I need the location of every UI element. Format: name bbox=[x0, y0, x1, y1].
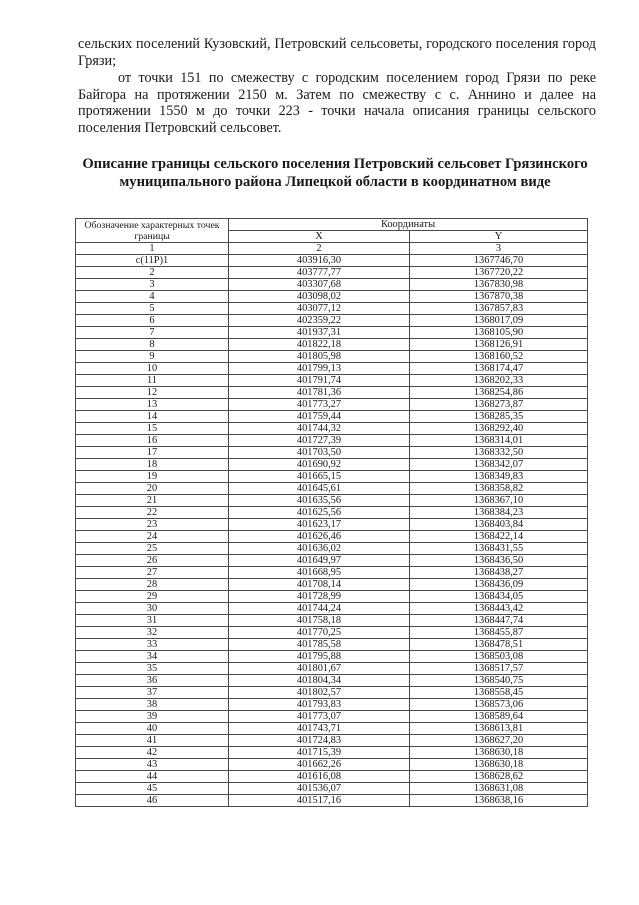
y-coordinate-cell: 1368332,50 bbox=[410, 447, 588, 459]
table-row bbox=[76, 615, 588, 627]
point-cell: 7 bbox=[76, 327, 229, 339]
table-row bbox=[76, 315, 588, 327]
table-row bbox=[76, 267, 588, 279]
table-row bbox=[76, 711, 588, 723]
table-row bbox=[76, 327, 588, 339]
point-cell: 15 bbox=[76, 423, 229, 435]
x-coordinate-cell: 401770,25 bbox=[229, 627, 410, 639]
point-cell: 2 bbox=[76, 267, 229, 279]
x-coordinate-cell: 401804,34 bbox=[229, 675, 410, 687]
table-row bbox=[76, 363, 588, 375]
table-row bbox=[76, 339, 588, 351]
x-coordinate-cell: 403077,12 bbox=[229, 303, 410, 315]
section-heading: Описание границы сельского поселения Петровский сельсовет Грязинского муниципального района Липецкой области в координатном виде bbox=[82, 156, 588, 190]
table-row bbox=[76, 471, 588, 483]
x-coordinate-cell: 401708,14 bbox=[229, 579, 410, 591]
point-cell: 31 bbox=[76, 615, 229, 627]
x-coordinate-cell: 401715,39 bbox=[229, 747, 410, 759]
y-coordinate-cell: 1368342,07 bbox=[410, 459, 588, 471]
point-cell: 9 bbox=[76, 351, 229, 363]
y-coordinate-cell: 1368126,91 bbox=[410, 339, 588, 351]
x-coordinate-cell: 401791,74 bbox=[229, 375, 410, 387]
x-coordinate-cell: 401703,50 bbox=[229, 447, 410, 459]
x-coordinate-cell: 401801,67 bbox=[229, 663, 410, 675]
y-coordinate-cell: 1368436,09 bbox=[410, 579, 588, 591]
y-coordinate-cell: 1368438,27 bbox=[410, 567, 588, 579]
x-coordinate-cell: 401727,39 bbox=[229, 435, 410, 447]
table-row bbox=[76, 555, 588, 567]
y-coordinate-cell: 1368174,47 bbox=[410, 363, 588, 375]
y-coordinate-cell: 1368455,87 bbox=[410, 627, 588, 639]
point-cell: 20 bbox=[76, 483, 229, 495]
y-coordinate-cell: 1367746,70 bbox=[410, 255, 588, 267]
x-coordinate-cell: 401636,02 bbox=[229, 543, 410, 555]
x-coordinate-cell: 401937,31 bbox=[229, 327, 410, 339]
point-cell: 44 bbox=[76, 771, 229, 783]
table-row bbox=[76, 687, 588, 699]
table-row bbox=[76, 579, 588, 591]
point-cell: 6 bbox=[76, 315, 229, 327]
table-row bbox=[76, 747, 588, 759]
y-coordinate-cell: 1368478,51 bbox=[410, 639, 588, 651]
table-row bbox=[76, 543, 588, 555]
x-coordinate-cell: 401665,15 bbox=[229, 471, 410, 483]
y-coordinate-cell: 1368431,55 bbox=[410, 543, 588, 555]
point-cell: 4 bbox=[76, 291, 229, 303]
y-coordinate-cell: 1368503,08 bbox=[410, 651, 588, 663]
table-row bbox=[76, 507, 588, 519]
y-coordinate-cell: 1368422,14 bbox=[410, 531, 588, 543]
y-coordinate-cell: 1368638,16 bbox=[410, 795, 588, 807]
x-coordinate-cell: 401822,18 bbox=[229, 339, 410, 351]
y-coordinate-cell: 1368160,52 bbox=[410, 351, 588, 363]
y-coordinate-cell: 1368436,50 bbox=[410, 555, 588, 567]
x-coordinate-cell: 401649,97 bbox=[229, 555, 410, 567]
table-row bbox=[76, 495, 588, 507]
point-cell: 26 bbox=[76, 555, 229, 567]
table-row bbox=[76, 303, 588, 315]
x-coordinate-cell: 401773,27 bbox=[229, 399, 410, 411]
point-cell: 42 bbox=[76, 747, 229, 759]
y-header: Y bbox=[410, 231, 588, 243]
x-coordinate-cell: 401623,17 bbox=[229, 519, 410, 531]
x-coordinate-cell: 401728,99 bbox=[229, 591, 410, 603]
x-coordinate-cell: 401805,98 bbox=[229, 351, 410, 363]
y-coordinate-cell: 1368443,42 bbox=[410, 603, 588, 615]
x-coordinate-cell: 401758,18 bbox=[229, 615, 410, 627]
x-coordinate-cell: 403916,30 bbox=[229, 255, 410, 267]
table-row bbox=[76, 279, 588, 291]
y-coordinate-cell: 1368630,18 bbox=[410, 747, 588, 759]
x-coordinate-cell: 403307,68 bbox=[229, 279, 410, 291]
point-cell: 21 bbox=[76, 495, 229, 507]
point-designation-header: Обозначение характерных точек границы bbox=[76, 219, 229, 243]
column-number: 1 bbox=[76, 243, 229, 255]
x-coordinate-cell: 401793,83 bbox=[229, 699, 410, 711]
y-coordinate-cell: 1368367,10 bbox=[410, 495, 588, 507]
x-coordinate-cell: 401536,07 bbox=[229, 783, 410, 795]
coordinates-header: Координаты bbox=[229, 219, 588, 231]
column-number: 2 bbox=[229, 243, 410, 255]
y-coordinate-cell: 1368630,18 bbox=[410, 759, 588, 771]
table-row bbox=[76, 771, 588, 783]
point-cell: 13 bbox=[76, 399, 229, 411]
y-coordinate-cell: 1368285,35 bbox=[410, 411, 588, 423]
table-row bbox=[76, 723, 588, 735]
x-coordinate-cell: 401795,88 bbox=[229, 651, 410, 663]
x-header: X bbox=[229, 231, 410, 243]
y-coordinate-cell: 1368434,05 bbox=[410, 591, 588, 603]
point-cell: 41 bbox=[76, 735, 229, 747]
table-row bbox=[76, 531, 588, 543]
y-coordinate-cell: 1368105,90 bbox=[410, 327, 588, 339]
y-coordinate-cell: 1367720,22 bbox=[410, 267, 588, 279]
x-coordinate-cell: 401517,16 bbox=[229, 795, 410, 807]
table-row bbox=[76, 627, 588, 639]
table-header-row bbox=[76, 219, 588, 231]
point-cell: 30 bbox=[76, 603, 229, 615]
point-cell: 14 bbox=[76, 411, 229, 423]
x-coordinate-cell: 401744,32 bbox=[229, 423, 410, 435]
y-coordinate-cell: 1368292,40 bbox=[410, 423, 588, 435]
column-number: 3 bbox=[410, 243, 588, 255]
y-coordinate-cell: 1368254,86 bbox=[410, 387, 588, 399]
point-cell: 37 bbox=[76, 687, 229, 699]
point-cell: 32 bbox=[76, 627, 229, 639]
table-row bbox=[76, 423, 588, 435]
x-coordinate-cell: 401626,46 bbox=[229, 531, 410, 543]
y-coordinate-cell: 1368613,81 bbox=[410, 723, 588, 735]
point-cell: 25 bbox=[76, 543, 229, 555]
point-cell: 17 bbox=[76, 447, 229, 459]
point-cell: 43 bbox=[76, 759, 229, 771]
x-coordinate-cell: 401645,61 bbox=[229, 483, 410, 495]
point-cell: 16 bbox=[76, 435, 229, 447]
table-row bbox=[76, 519, 588, 531]
point-cell: 5 bbox=[76, 303, 229, 315]
point-cell: 46 bbox=[76, 795, 229, 807]
y-coordinate-cell: 1368384,23 bbox=[410, 507, 588, 519]
point-cell: 40 bbox=[76, 723, 229, 735]
table-row bbox=[76, 291, 588, 303]
x-coordinate-cell: 401773,07 bbox=[229, 711, 410, 723]
table-row bbox=[76, 603, 588, 615]
table-row bbox=[76, 735, 588, 747]
x-coordinate-cell: 402359,22 bbox=[229, 315, 410, 327]
coordinates-table bbox=[75, 218, 588, 807]
intro-paragraph-1: сельских поселений Кузовский, Петровский сельсоветы, городского поселения город Грязи; bbox=[78, 36, 596, 69]
table-row bbox=[76, 699, 588, 711]
y-coordinate-cell: 1368627,20 bbox=[410, 735, 588, 747]
x-coordinate-cell: 401724,83 bbox=[229, 735, 410, 747]
table-row bbox=[76, 387, 588, 399]
table-row bbox=[76, 375, 588, 387]
point-cell: 36 bbox=[76, 675, 229, 687]
table-row bbox=[76, 459, 588, 471]
point-cell: 22 bbox=[76, 507, 229, 519]
point-cell: 11 bbox=[76, 375, 229, 387]
table-row bbox=[76, 255, 588, 267]
x-coordinate-cell: 401785,58 bbox=[229, 639, 410, 651]
y-coordinate-cell: 1368403,84 bbox=[410, 519, 588, 531]
table-row bbox=[76, 783, 588, 795]
table-row bbox=[76, 567, 588, 579]
table-row bbox=[76, 675, 588, 687]
x-coordinate-cell: 401662,26 bbox=[229, 759, 410, 771]
point-cell: 38 bbox=[76, 699, 229, 711]
x-coordinate-cell: 403777,77 bbox=[229, 267, 410, 279]
point-cell: 12 bbox=[76, 387, 229, 399]
y-coordinate-cell: 1368540,75 bbox=[410, 675, 588, 687]
x-coordinate-cell: 403098,02 bbox=[229, 291, 410, 303]
point-cell: 24 bbox=[76, 531, 229, 543]
y-coordinate-cell: 1368017,09 bbox=[410, 315, 588, 327]
y-coordinate-cell: 1368202,33 bbox=[410, 375, 588, 387]
x-coordinate-cell: 401799,13 bbox=[229, 363, 410, 375]
table-row bbox=[76, 435, 588, 447]
point-cell: 35 bbox=[76, 663, 229, 675]
table-row bbox=[76, 399, 588, 411]
point-cell: 34 bbox=[76, 651, 229, 663]
point-cell: 33 bbox=[76, 639, 229, 651]
point-cell: 45 bbox=[76, 783, 229, 795]
point-cell: с(11Р)1 bbox=[76, 255, 229, 267]
x-coordinate-cell: 401625,56 bbox=[229, 507, 410, 519]
y-coordinate-cell: 1368447,74 bbox=[410, 615, 588, 627]
table-row bbox=[76, 411, 588, 423]
table-row bbox=[76, 651, 588, 663]
y-coordinate-cell: 1368589,64 bbox=[410, 711, 588, 723]
y-coordinate-cell: 1368558,45 bbox=[410, 687, 588, 699]
x-coordinate-cell: 401759,44 bbox=[229, 411, 410, 423]
y-coordinate-cell: 1368358,82 bbox=[410, 483, 588, 495]
y-coordinate-cell: 1367830,98 bbox=[410, 279, 588, 291]
x-coordinate-cell: 401802,57 bbox=[229, 687, 410, 699]
point-cell: 18 bbox=[76, 459, 229, 471]
table-row bbox=[76, 639, 588, 651]
point-cell: 3 bbox=[76, 279, 229, 291]
point-cell: 8 bbox=[76, 339, 229, 351]
point-cell: 29 bbox=[76, 591, 229, 603]
y-coordinate-cell: 1368273,87 bbox=[410, 399, 588, 411]
point-cell: 39 bbox=[76, 711, 229, 723]
table-row bbox=[76, 483, 588, 495]
point-cell: 19 bbox=[76, 471, 229, 483]
table-row bbox=[76, 795, 588, 807]
point-cell: 23 bbox=[76, 519, 229, 531]
y-coordinate-cell: 1368517,57 bbox=[410, 663, 588, 675]
y-coordinate-cell: 1368573,06 bbox=[410, 699, 588, 711]
table-row bbox=[76, 351, 588, 363]
y-coordinate-cell: 1368631,08 bbox=[410, 783, 588, 795]
x-coordinate-cell: 401690,92 bbox=[229, 459, 410, 471]
intro-paragraph-2: от точки 151 по смежеству с городским поселением город Грязи по реке Байгора на протяжении 2150 м. Затем по смежеству с с. Аннино и далее на протяжении 1550 м до точки 223 - точки начала описания границы сельского поселения Петровский сельсовет. bbox=[78, 70, 596, 136]
column-number-row bbox=[76, 243, 588, 255]
x-coordinate-cell: 401635,56 bbox=[229, 495, 410, 507]
point-cell: 27 bbox=[76, 567, 229, 579]
table-row bbox=[76, 591, 588, 603]
table-row bbox=[76, 759, 588, 771]
x-coordinate-cell: 401744,24 bbox=[229, 603, 410, 615]
table-body bbox=[76, 255, 588, 807]
y-coordinate-cell: 1367870,38 bbox=[410, 291, 588, 303]
table-row bbox=[76, 663, 588, 675]
x-coordinate-cell: 401743,71 bbox=[229, 723, 410, 735]
y-coordinate-cell: 1368628,62 bbox=[410, 771, 588, 783]
y-coordinate-cell: 1368349,83 bbox=[410, 471, 588, 483]
y-coordinate-cell: 1367857,83 bbox=[410, 303, 588, 315]
point-cell: 10 bbox=[76, 363, 229, 375]
x-coordinate-cell: 401668,95 bbox=[229, 567, 410, 579]
x-coordinate-cell: 401616,08 bbox=[229, 771, 410, 783]
point-cell: 28 bbox=[76, 579, 229, 591]
table-row bbox=[76, 447, 588, 459]
x-coordinate-cell: 401781,36 bbox=[229, 387, 410, 399]
y-coordinate-cell: 1368314,01 bbox=[410, 435, 588, 447]
